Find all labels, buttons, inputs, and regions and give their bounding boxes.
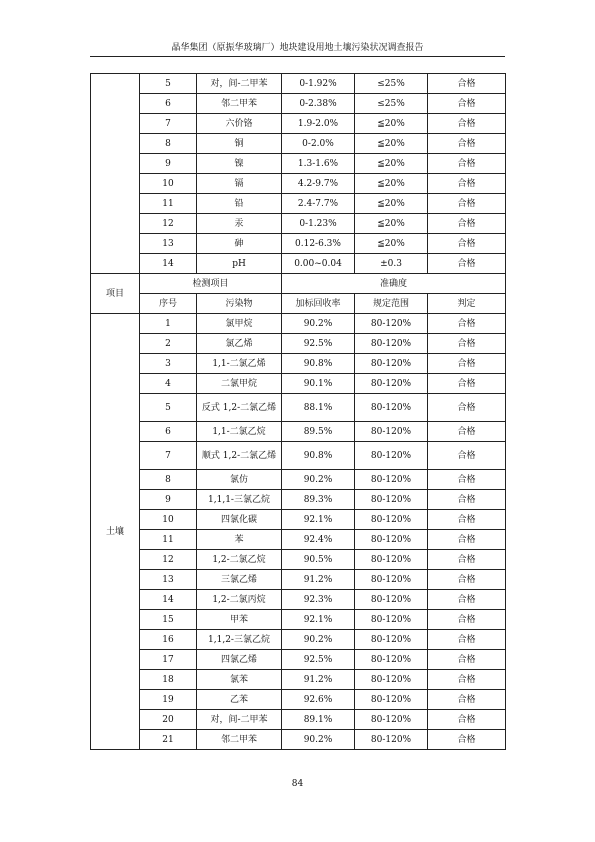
table-row bbox=[91, 394, 506, 422]
table-cell: 89.3% bbox=[282, 490, 355, 510]
table-cell: 镍 bbox=[197, 154, 282, 174]
table-cell: 90.8% bbox=[282, 354, 355, 374]
table-cell: 8 bbox=[140, 470, 197, 490]
table-cell: 合格 bbox=[428, 334, 506, 354]
page-number: 84 bbox=[291, 779, 304, 789]
table-row bbox=[91, 234, 506, 254]
table-row bbox=[91, 334, 506, 354]
table-cell: 80-120% bbox=[355, 334, 428, 354]
table-cell: ≦20% bbox=[355, 114, 428, 134]
table-cell: 80-120% bbox=[355, 530, 428, 550]
table-cell: 铅 bbox=[197, 194, 282, 214]
table-cell: 0-2.38% bbox=[282, 94, 355, 114]
table-row bbox=[91, 530, 506, 550]
table-cell: 5 bbox=[140, 74, 197, 94]
table-cell: 1.9-2.0% bbox=[282, 114, 355, 134]
table-cell: 80-120% bbox=[355, 394, 428, 422]
accuracy-header: 准确度 bbox=[282, 274, 506, 294]
table-cell: 0-1.92% bbox=[282, 74, 355, 94]
table-row bbox=[91, 114, 506, 134]
table-cell: 合格 bbox=[428, 254, 506, 274]
table-cell: 1,2-二氯丙烷 bbox=[197, 590, 282, 610]
table-cell: 4 bbox=[140, 374, 197, 394]
col-no-header: 序号 bbox=[140, 294, 197, 314]
table-cell: 12 bbox=[140, 214, 197, 234]
table-cell: 3 bbox=[140, 354, 197, 374]
table-row bbox=[91, 570, 506, 590]
table-cell: 1,1,1-三氯乙烷 bbox=[197, 490, 282, 510]
table-cell: 二氯甲烷 bbox=[197, 374, 282, 394]
table-cell: 92.3% bbox=[282, 590, 355, 610]
table-cell: 合格 bbox=[428, 94, 506, 114]
table-cell: 80-120% bbox=[355, 354, 428, 374]
table-cell: 80-120% bbox=[355, 570, 428, 590]
table-row bbox=[91, 442, 506, 470]
table-row bbox=[91, 422, 506, 442]
table-cell: 92.6% bbox=[282, 690, 355, 710]
table-cell: 四氯化碳 bbox=[197, 510, 282, 530]
table-row bbox=[91, 354, 506, 374]
table-cell: 合格 bbox=[428, 214, 506, 234]
table-cell: 铜 bbox=[197, 134, 282, 154]
detection-items-header: 检测项目 bbox=[140, 274, 282, 294]
table-cell: ≦20% bbox=[355, 234, 428, 254]
table-cell: 92.5% bbox=[282, 650, 355, 670]
upper-table-body bbox=[91, 74, 506, 274]
table-cell: 0.00~0.04 bbox=[282, 254, 355, 274]
table-cell: ±0.3 bbox=[355, 254, 428, 274]
col-range-header: 规定范围 bbox=[355, 294, 428, 314]
table-row bbox=[91, 690, 506, 710]
table-cell: 汞 bbox=[197, 214, 282, 234]
table-cell: 91.2% bbox=[282, 570, 355, 590]
table-cell: 80-120% bbox=[355, 510, 428, 530]
table-cell: 89.5% bbox=[282, 422, 355, 442]
table-cell: 1.3-1.6% bbox=[282, 154, 355, 174]
table-cell: 11 bbox=[140, 194, 197, 214]
table-cell: 14 bbox=[140, 254, 197, 274]
table-cell: 80-120% bbox=[355, 422, 428, 442]
table-cell: ≦20% bbox=[355, 194, 428, 214]
table-cell: 合格 bbox=[428, 394, 506, 422]
table-cell: 反式 1,2-二氯乙烯 bbox=[197, 394, 282, 422]
quality-control-table bbox=[90, 73, 506, 750]
table-cell: 合格 bbox=[428, 174, 506, 194]
table-row bbox=[91, 590, 506, 610]
table-cell: 2.4-7.7% bbox=[282, 194, 355, 214]
table-cell: 合格 bbox=[428, 154, 506, 174]
table-cell: 氯仿 bbox=[197, 470, 282, 490]
table-cell: 8 bbox=[140, 134, 197, 154]
table-cell: 合格 bbox=[428, 194, 506, 214]
table-cell: 合格 bbox=[428, 670, 506, 690]
table-cell: 2 bbox=[140, 334, 197, 354]
table-cell: 13 bbox=[140, 234, 197, 254]
table-cell: 15 bbox=[140, 610, 197, 630]
table-cell: 12 bbox=[140, 550, 197, 570]
table-cell: 14 bbox=[140, 590, 197, 610]
table-cell: 92.5% bbox=[282, 334, 355, 354]
table-row bbox=[91, 470, 506, 490]
table-row bbox=[91, 510, 506, 530]
table-cell: 合格 bbox=[428, 234, 506, 254]
table-cell: 1,2-二氯乙烷 bbox=[197, 550, 282, 570]
table-cell: 7 bbox=[140, 114, 197, 134]
table-cell: 甲苯 bbox=[197, 610, 282, 630]
soil-label: 土壤 bbox=[91, 314, 140, 750]
table-cell: 92.4% bbox=[282, 530, 355, 550]
table-cell: 80-120% bbox=[355, 710, 428, 730]
table-cell: 4.2-9.7% bbox=[282, 174, 355, 194]
table-cell: 对，间-二甲苯 bbox=[197, 710, 282, 730]
table-cell: 88.1% bbox=[282, 394, 355, 422]
table-cell: 92.1% bbox=[282, 510, 355, 530]
table-row bbox=[91, 74, 506, 94]
table-row bbox=[91, 254, 506, 274]
table-cell: 六价铬 bbox=[197, 114, 282, 134]
table-row bbox=[91, 650, 506, 670]
table-cell: 合格 bbox=[428, 422, 506, 442]
table-cell: 80-120% bbox=[355, 470, 428, 490]
table-cell: 80-120% bbox=[355, 550, 428, 570]
table-cell: 19 bbox=[140, 690, 197, 710]
table-cell: 80-120% bbox=[355, 610, 428, 630]
table-cell: 10 bbox=[140, 510, 197, 530]
table-row bbox=[91, 670, 506, 690]
table-cell: 砷 bbox=[197, 234, 282, 254]
table-cell: ≤25% bbox=[355, 74, 428, 94]
col-pollutant-header: 污染物 bbox=[197, 294, 282, 314]
table-cell: 合格 bbox=[428, 710, 506, 730]
table-cell: 合格 bbox=[428, 570, 506, 590]
table-cell: 90.8% bbox=[282, 442, 355, 470]
table-cell: 合格 bbox=[428, 134, 506, 154]
table-cell: 80-120% bbox=[355, 650, 428, 670]
table-cell: 合格 bbox=[428, 114, 506, 134]
table-cell: 合格 bbox=[428, 610, 506, 630]
table-cell: pH bbox=[197, 254, 282, 274]
table-cell: 90.2% bbox=[282, 470, 355, 490]
table-row bbox=[91, 374, 506, 394]
table-header bbox=[91, 274, 506, 314]
table-cell: 90.2% bbox=[282, 630, 355, 650]
table-row bbox=[91, 610, 506, 630]
header-divider bbox=[90, 56, 505, 57]
table-row bbox=[91, 710, 506, 730]
table-cell: 6 bbox=[140, 422, 197, 442]
table-cell: 7 bbox=[140, 442, 197, 470]
table-cell: 9 bbox=[140, 154, 197, 174]
table-cell: 9 bbox=[140, 490, 197, 510]
table-cell: 三氯乙烯 bbox=[197, 570, 282, 590]
table-cell: 镉 bbox=[197, 174, 282, 194]
table-cell: 20 bbox=[140, 710, 197, 730]
soil-table-body bbox=[91, 314, 506, 750]
col-judgement-header: 判定 bbox=[428, 294, 506, 314]
table-cell: ≦20% bbox=[355, 214, 428, 234]
table-cell: ≤25% bbox=[355, 94, 428, 114]
col-recovery-header: 加标回收率 bbox=[282, 294, 355, 314]
table-cell: 合格 bbox=[428, 442, 506, 470]
table-cell: 80-120% bbox=[355, 314, 428, 334]
page-header: 晶华集团（原振华玻璃厂）地块建设用地土壤污染状况调查报告 bbox=[171, 43, 424, 53]
table-cell: ≦20% bbox=[355, 154, 428, 174]
table-cell: 四氯乙烯 bbox=[197, 650, 282, 670]
table-cell: 18 bbox=[140, 670, 197, 690]
table-cell: 11 bbox=[140, 530, 197, 550]
table-cell: 10 bbox=[140, 174, 197, 194]
table-row bbox=[91, 630, 506, 650]
table-cell: 苯 bbox=[197, 530, 282, 550]
table-cell: 合格 bbox=[428, 530, 506, 550]
table-cell: 氯苯 bbox=[197, 670, 282, 690]
table-cell: 92.1% bbox=[282, 610, 355, 630]
table-cell: 17 bbox=[140, 650, 197, 670]
table-cell: 21 bbox=[140, 730, 197, 750]
table-cell: 90.5% bbox=[282, 550, 355, 570]
table-cell: 80-120% bbox=[355, 590, 428, 610]
table-cell: 0.12-6.3% bbox=[282, 234, 355, 254]
table-cell: 氯乙烯 bbox=[197, 334, 282, 354]
table-cell: 13 bbox=[140, 570, 197, 590]
table-row bbox=[91, 550, 506, 570]
table-row bbox=[91, 134, 506, 154]
table-row bbox=[91, 194, 506, 214]
table-cell: 邻二甲苯 bbox=[197, 730, 282, 750]
project-header: 项目 bbox=[91, 274, 140, 314]
table-cell: 合格 bbox=[428, 374, 506, 394]
table-cell: 乙苯 bbox=[197, 690, 282, 710]
table-cell: 80-120% bbox=[355, 374, 428, 394]
table-cell: 0-1.23% bbox=[282, 214, 355, 234]
table-cell: 合格 bbox=[428, 550, 506, 570]
table-cell: ≦20% bbox=[355, 134, 428, 154]
table-cell: 合格 bbox=[428, 470, 506, 490]
table-cell: 邻二甲苯 bbox=[197, 94, 282, 114]
table-cell: 6 bbox=[140, 94, 197, 114]
table-cell: 5 bbox=[140, 394, 197, 422]
table-cell: 89.1% bbox=[282, 710, 355, 730]
project-cell-continued bbox=[91, 74, 140, 274]
table-cell: 合格 bbox=[428, 314, 506, 334]
table-cell: 1,1,2-三氯乙烷 bbox=[197, 630, 282, 650]
table-cell: 合格 bbox=[428, 74, 506, 94]
table-cell: 16 bbox=[140, 630, 197, 650]
table-cell: 合格 bbox=[428, 630, 506, 650]
table-cell: 80-120% bbox=[355, 630, 428, 650]
table-row bbox=[91, 154, 506, 174]
table-cell: 合格 bbox=[428, 510, 506, 530]
table-cell: 0-2.0% bbox=[282, 134, 355, 154]
table-cell: 合格 bbox=[428, 590, 506, 610]
table-cell: 90.2% bbox=[282, 314, 355, 334]
table-cell: 合格 bbox=[428, 690, 506, 710]
table-row bbox=[91, 214, 506, 234]
table-cell: 1,1-二氯乙烯 bbox=[197, 354, 282, 374]
table-cell: 合格 bbox=[428, 730, 506, 750]
table-cell: 合格 bbox=[428, 354, 506, 374]
table-row bbox=[91, 174, 506, 194]
table-row bbox=[91, 730, 506, 750]
table-cell: 80-120% bbox=[355, 442, 428, 470]
table-cell: 1,1-二氯乙烷 bbox=[197, 422, 282, 442]
table-cell: 80-120% bbox=[355, 690, 428, 710]
table-row bbox=[91, 314, 506, 334]
table-cell: 90.2% bbox=[282, 730, 355, 750]
table-cell: 91.2% bbox=[282, 670, 355, 690]
table-cell: 顺式 1,2-二氯乙烯 bbox=[197, 442, 282, 470]
table-cell: 合格 bbox=[428, 650, 506, 670]
table-cell: 对，间-二甲苯 bbox=[197, 74, 282, 94]
table-row bbox=[91, 94, 506, 114]
table-cell: 氯甲烷 bbox=[197, 314, 282, 334]
table-cell: 80-120% bbox=[355, 730, 428, 750]
table-cell: 1 bbox=[140, 314, 197, 334]
table-cell: ≦20% bbox=[355, 174, 428, 194]
table-row bbox=[91, 490, 506, 510]
table-cell: 80-120% bbox=[355, 670, 428, 690]
table-cell: 80-120% bbox=[355, 490, 428, 510]
table-cell: 合格 bbox=[428, 490, 506, 510]
table-cell: 90.1% bbox=[282, 374, 355, 394]
